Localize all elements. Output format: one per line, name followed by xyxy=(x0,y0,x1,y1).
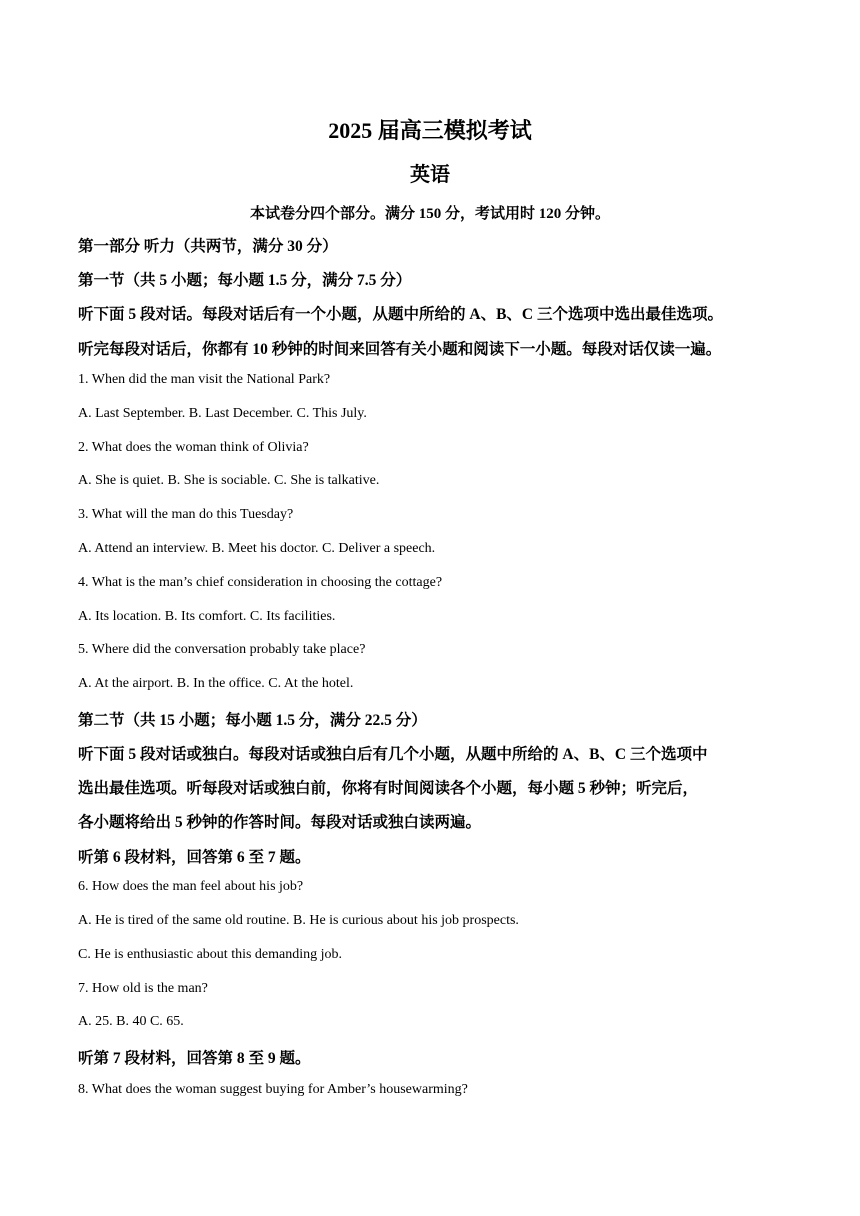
section2-instruction-2: 选出最佳选项。听每段对话或独白前，你将有时间阅读各个小题，每小题 5 秒钟；听完后， xyxy=(78,780,699,797)
material-6-heading: 听第 6 段材料，回答第 6 至 7 题。 xyxy=(78,849,311,866)
question-7-options: A. 25. B. 40 C. 65. xyxy=(78,1014,184,1029)
question-8: 8. What does the woman suggest buying for Amber’s housewarming? xyxy=(78,1082,468,1097)
question-2-options: A. She is quiet. B. She is sociable. C. She is talkative. xyxy=(78,473,380,488)
question-4-options: A. Its location. B. Its comfort. C. Its facilities. xyxy=(78,609,336,624)
question-2: 2. What does the woman think of Olivia? xyxy=(78,440,309,455)
question-6-options-line-1: A. He is tired of the same old routine. B. He is curious about his job prospects. xyxy=(78,913,519,928)
question-4: 4. What is the man’s chief consideration in choosing the cottage? xyxy=(78,575,443,590)
section2-instruction-1: 听下面 5 段对话或独白。每段对话或独白后有几个小题，从题中所给的 A、B、C 三个选项中 xyxy=(78,746,708,763)
exam-title: 2025 届高三模拟考试 xyxy=(328,118,532,143)
question-1: 1. When did the man visit the National Park? xyxy=(78,372,331,387)
question-6-options-line-2: C. He is enthusiastic about this demanding job. xyxy=(78,947,343,962)
material-7-heading: 听第 7 段材料，回答第 8 至 9 题。 xyxy=(78,1050,311,1067)
section2-instruction-3: 各小题将给出 5 秒钟的作答时间。每段对话或独白读两遍。 xyxy=(78,814,482,831)
section1-instruction-1: 听下面 5 段对话。每段对话后有一个小题，从题中所给的 A、B、C 三个选项中选出最佳选项。 xyxy=(78,306,723,323)
question-7: 7. How old is the man? xyxy=(78,981,208,996)
question-3: 3. What will the man do this Tuesday? xyxy=(78,507,294,522)
question-1-options: A. Last September. B. Last December. C. This July. xyxy=(78,406,367,421)
part1-heading: 第一部分 听力（共两节，满分 30 分） xyxy=(78,238,338,255)
question-3-options: A. Attend an interview. B. Meet his doctor. C. Deliver a speech. xyxy=(78,541,436,556)
section1-heading: 第一节（共 5 小题；每小题 1.5 分，满分 7.5 分） xyxy=(78,272,412,289)
subject-title: 英语 xyxy=(410,164,450,186)
question-6: 6. How does the man feel about his job? xyxy=(78,879,304,894)
section1-instruction-2: 听完每段对话后，你都有 10 秒钟的时间来回答有关小题和阅读下一小题。每段对话仅读一遍。 xyxy=(78,341,722,358)
question-5-options: A. At the airport. B. In the office. C. At the hotel. xyxy=(78,676,354,691)
exam-intro: 本试卷分四个部分。满分 150 分，考试用时 120 分钟。 xyxy=(249,206,610,222)
section2-heading: 第二节（共 15 小题；每小题 1.5 分，满分 22.5 分） xyxy=(78,712,427,729)
question-5: 5. Where did the conversation probably take place? xyxy=(78,642,366,657)
